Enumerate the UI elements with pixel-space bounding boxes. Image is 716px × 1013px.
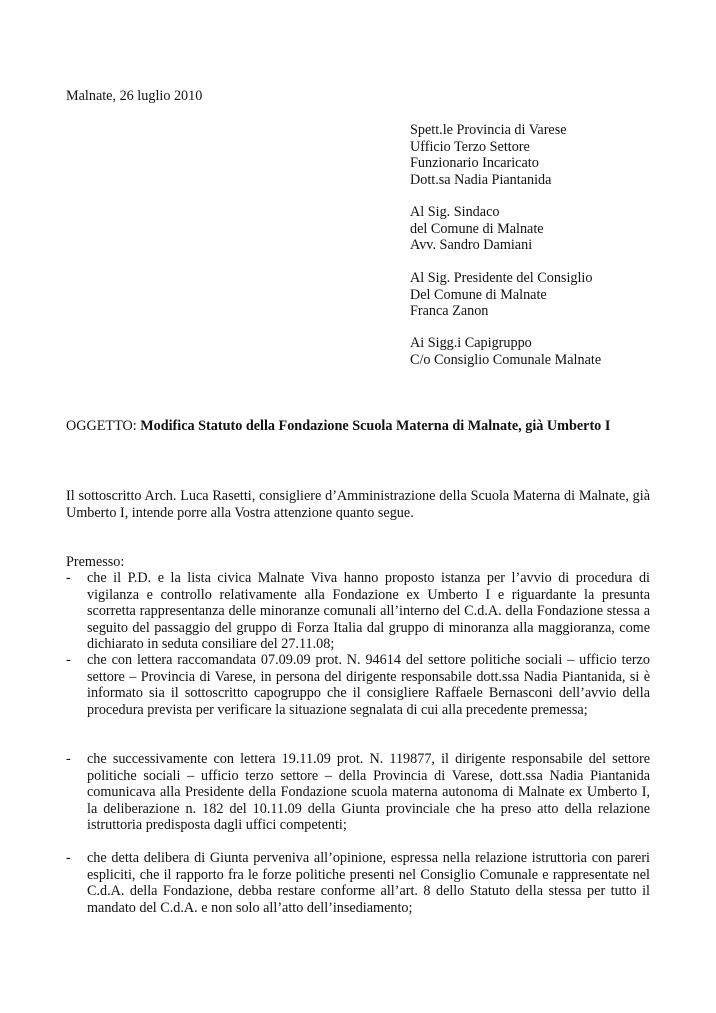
premise-item [66, 652, 650, 718]
intro-paragraph: Il sottoscritto Arch. Luca Rasetti, consigliere d’Amministrazione della Scuola Materna di Malnate, già Umberto I, intende porre alla Vostra attenzione quanto segue. [66, 488, 650, 521]
recipient-line: Del Comune di Malnate [410, 286, 547, 303]
letter-date: Malnate, 26 luglio 2010 [66, 88, 203, 104]
recipient-line: del Comune di Malnate [410, 220, 544, 237]
bullet-dash: - [66, 652, 71, 668]
bullet-dash: - [66, 751, 71, 767]
premise-text: che con lettera raccomandata 07.09.09 prot. N. 94614 del settore politiche sociali – ufficio terzo settore – Provincia di Varese, in persona del dirigente responsabile dott.ssa Nadia Piantanida, si è informato sia il sottoscritto capogruppo che il consigliere Raffaele Bernasconi dell’avvio della procedura prevista per verificare la situazione segnalata di cui alla precedente premessa; [87, 652, 650, 718]
recipient-line: C/o Consiglio Comunale Malnate [410, 351, 602, 368]
recipient-block-presidente [410, 270, 592, 320]
recipient-block-provincia [410, 122, 567, 188]
premise-item [66, 751, 650, 834]
recipient-line: Al Sig. Presidente del Consiglio [410, 270, 593, 286]
recipient-line: Dott.sa Nadia Piantanida [410, 171, 552, 188]
recipient-block-capigruppo [410, 335, 601, 368]
subject-line [66, 418, 610, 435]
premise-text: che detta delibera di Giunta perveniva all’opinione, espressa nella relazione istruttoria con pareri espliciti, che il rapporto fra le forze politiche presenti nel Consiglio Comunale e rappresentate nel C.d.A. della Fondazione, debba restare conforme all’art. 8 dello Statuto della stessa per tutto il mandato del C.d.A. e non solo all’atto dell’insediamento; [87, 850, 650, 916]
premesso-heading: Premesso: [66, 554, 125, 570]
bullet-dash: - [66, 570, 71, 586]
premise-text: che successivamente con lettera 19.11.09 prot. N. 119877, il dirigente responsabile del settore politiche sociali – ufficio terzo settore – della Provincia di Varese, dott.ssa Nadia Piantanida comunicava alla Presidente della Fondazione scuola materna autonoma di Malnate ex Umberto I, la deliberazione n. 182 del 10.11.09 della Giunta provinciale che ha preso atto della relazione istruttoria predisposta dagli uffici competenti; [87, 751, 650, 833]
premise-text: che il P.D. e la lista civica Malnate Viva hanno proposto istanza per l’avvio di procedura di vigilanza e controllo relativamente alla Fondazione ex Umberto I e riguardante la presunta scorretta rappresentanza delle minoranze comunali all’interno del C.d.A. della Fondazione stessa a seguito del passaggio del gruppo di Forza Italia dal gruppo di minoranza alla maggioranza, come dichiarato in seduta consiliare del 27.11.08; [87, 570, 650, 652]
bullet-dash: - [66, 850, 71, 866]
subject-text: Modifica Statuto della Fondazione Scuola Materna di Malnate, già Umberto I [140, 418, 611, 434]
premise-item [66, 570, 650, 653]
premise-item [66, 850, 650, 916]
recipient-line: Spett.le Provincia di Varese [410, 122, 567, 138]
subject-label: OGGETTO: [66, 418, 141, 434]
recipient-line: Al Sig. Sindaco [410, 204, 500, 220]
recipient-line: Ai Sigg.i Capigruppo [410, 335, 532, 351]
recipient-line: Ufficio Terzo Settore [410, 138, 530, 155]
recipient-line: Funzionario Incaricato [410, 155, 539, 171]
recipient-block-sindaco [410, 204, 544, 254]
recipient-line: Franca Zanon [410, 303, 489, 319]
recipient-line: Avv. Sandro Damiani [410, 237, 533, 253]
